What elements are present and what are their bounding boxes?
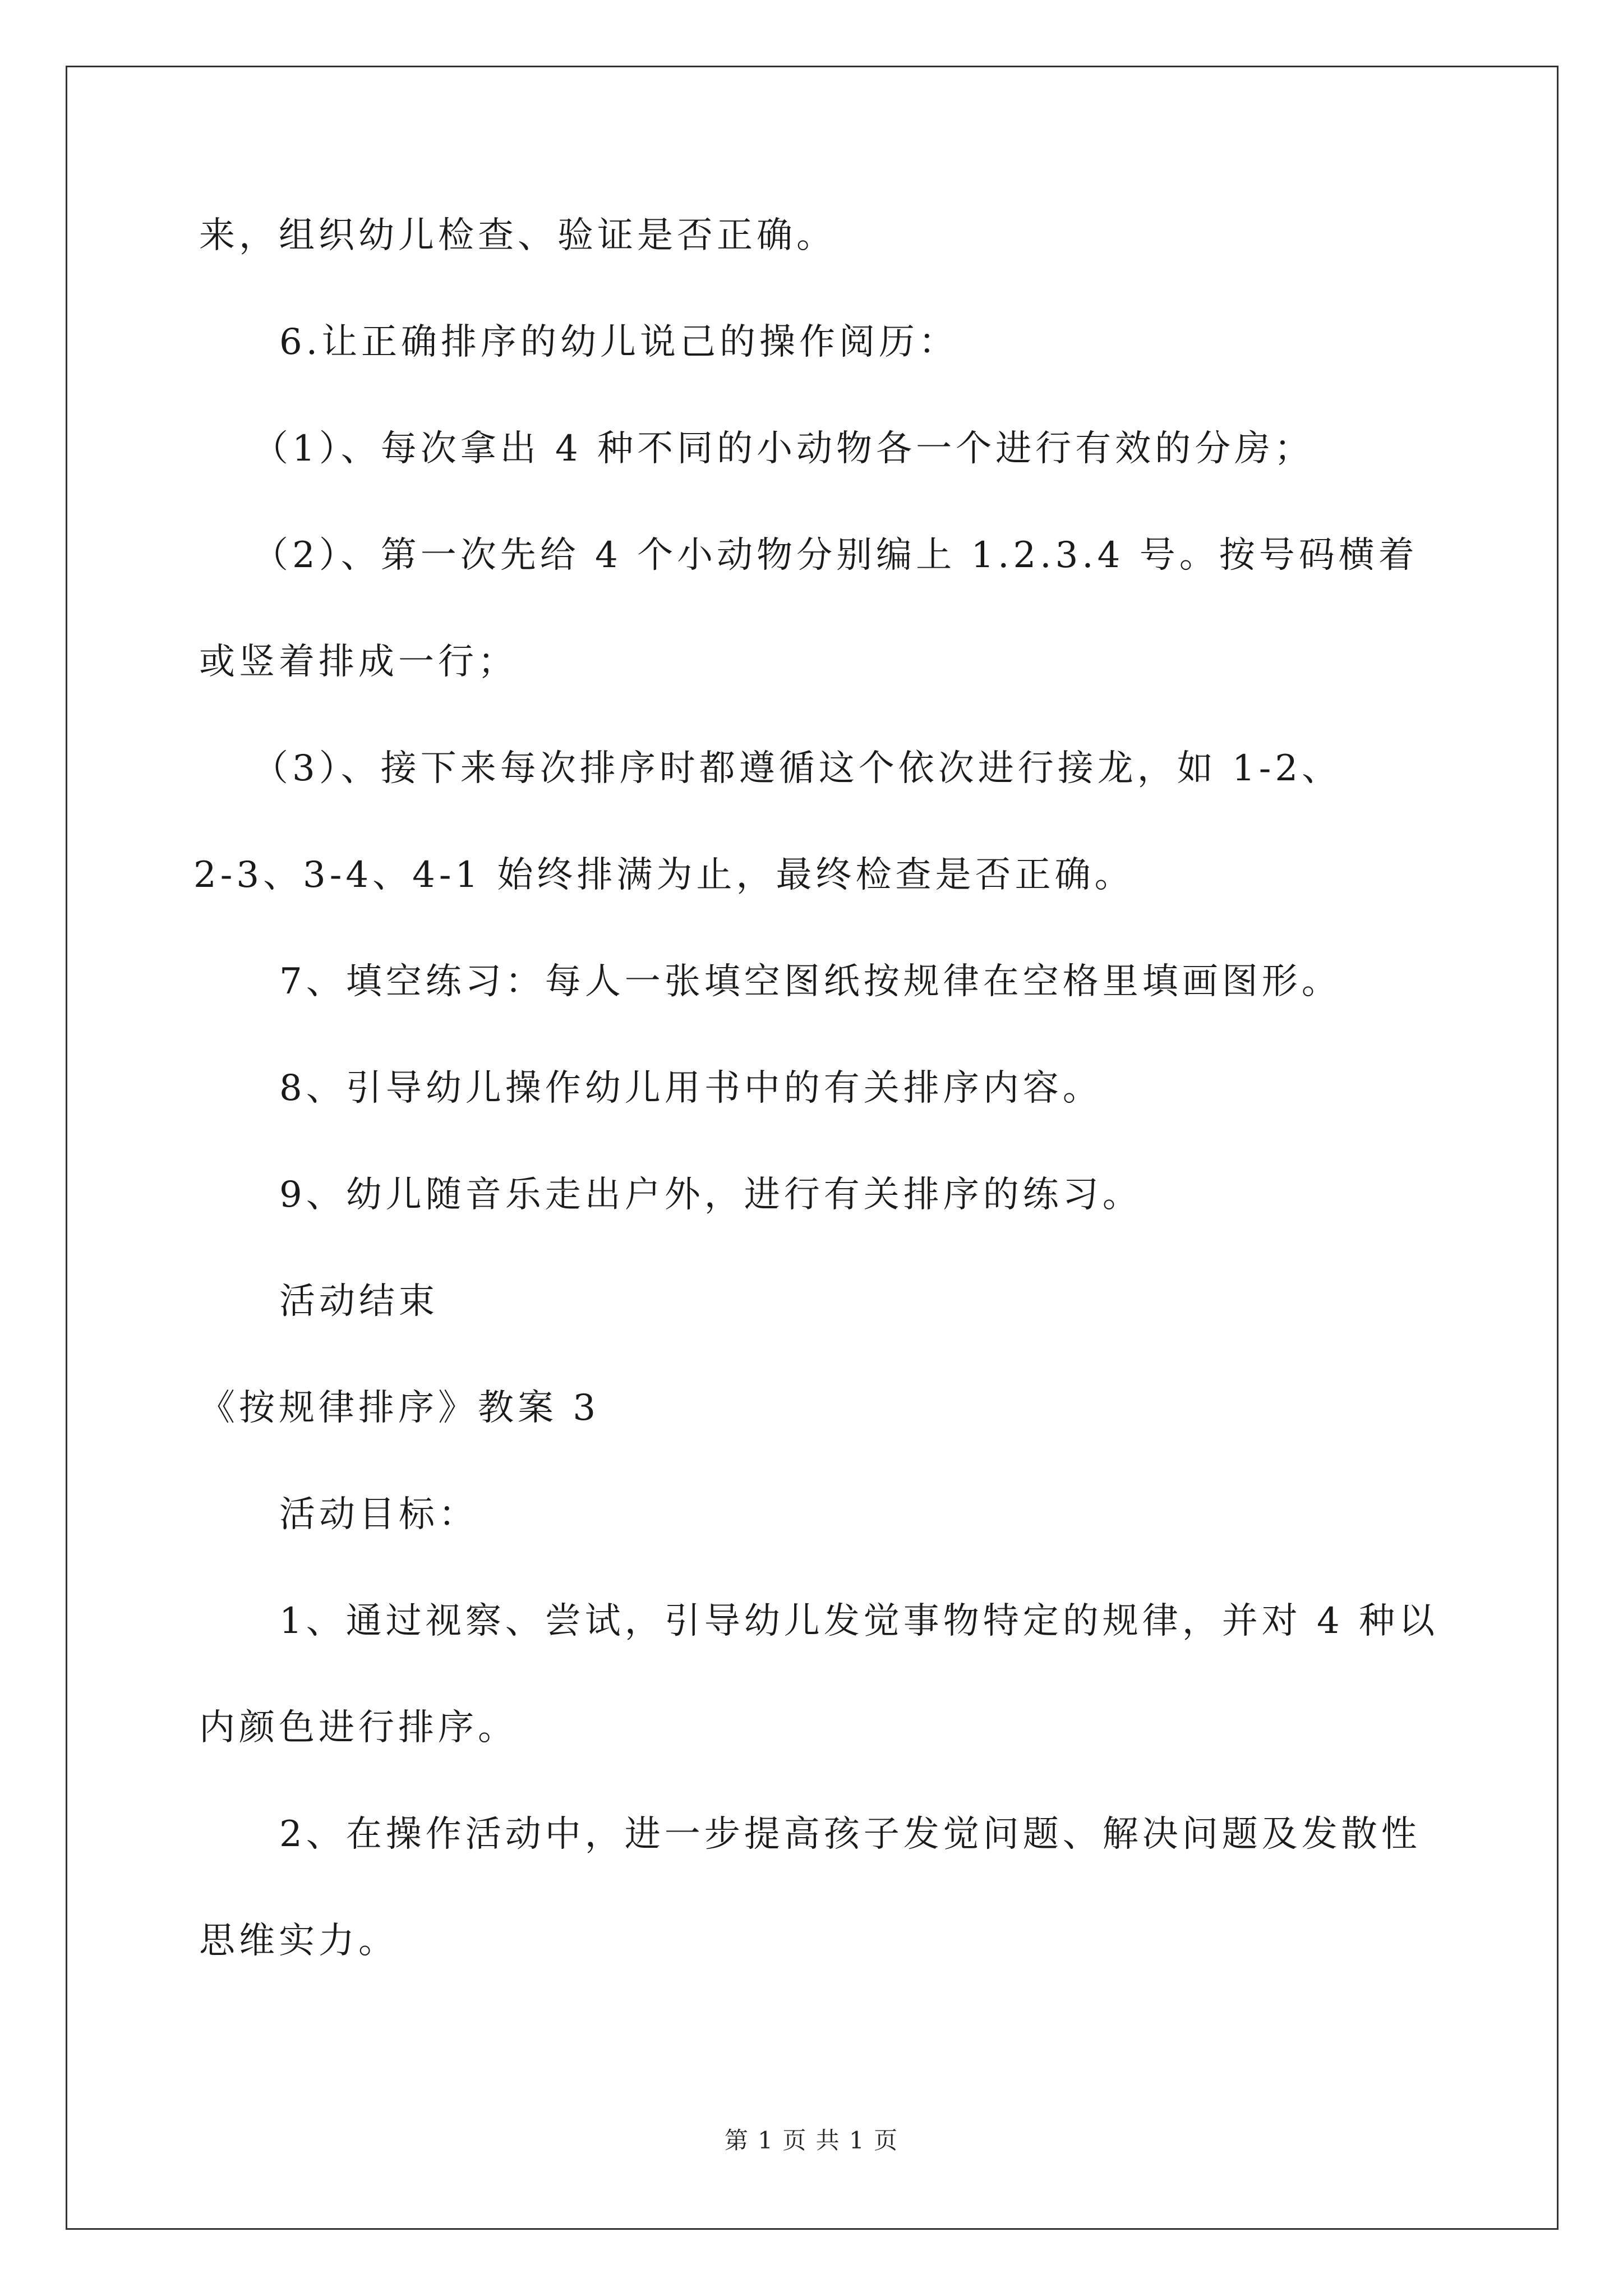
lesson-title: 《按规律排序》教案 3 — [199, 1387, 600, 1429]
page-border — [66, 66, 1559, 2230]
text-line-10: 9、幼儿随音乐走出户外，进行有关排序的练习。 — [279, 1174, 1142, 1216]
text-line-14: 1、通过视察、尝试，引导幼儿发觉事物特定的规律，并对 4 种以 — [279, 1600, 1439, 1642]
text-line-3: （1）、每次拿出 4 种不同的小动物各一个进行有效的分房； — [252, 428, 1315, 470]
page-footer: 第 1 页 共 1 页 — [724, 2127, 899, 2154]
section-end-heading: 活动结束 — [279, 1281, 439, 1322]
text-line-15: 内颜色进行排序。 — [199, 1707, 518, 1749]
text-line-16: 2、在操作活动中，进一步提高孩子发觉问题、解决问题及发散性 — [279, 1814, 1421, 1855]
text-line-7: 2-3、3-4、4-1 始终排满为止，最终检查是否正确。 — [193, 854, 1135, 896]
objectives-heading: 活动目标： — [279, 1494, 478, 1535]
text-line-9: 8、引导幼儿操作幼儿用书中的有关排序内容。 — [279, 1068, 1103, 1109]
text-line-1: 来，组织幼儿检查、验证是否正确。 — [199, 215, 836, 256]
text-line-5: 或竖着排成一行； — [199, 641, 518, 683]
text-line-17: 思维实力。 — [199, 1920, 398, 1962]
text-line-2: 6.让正确排序的幼儿说己的操作阅历： — [279, 321, 959, 363]
text-line-4: （2）、第一次先给 4 个小动物分别编上 1.2.3.4 号。按号码横着 — [252, 535, 1418, 576]
text-line-8: 7、填空练习：每人一张填空图纸按规律在空格里填画图形。 — [279, 961, 1341, 1002]
text-line-6: （3）、接下来每次排序时都遵循这个依次进行接龙，如 1-2、 — [252, 748, 1342, 789]
